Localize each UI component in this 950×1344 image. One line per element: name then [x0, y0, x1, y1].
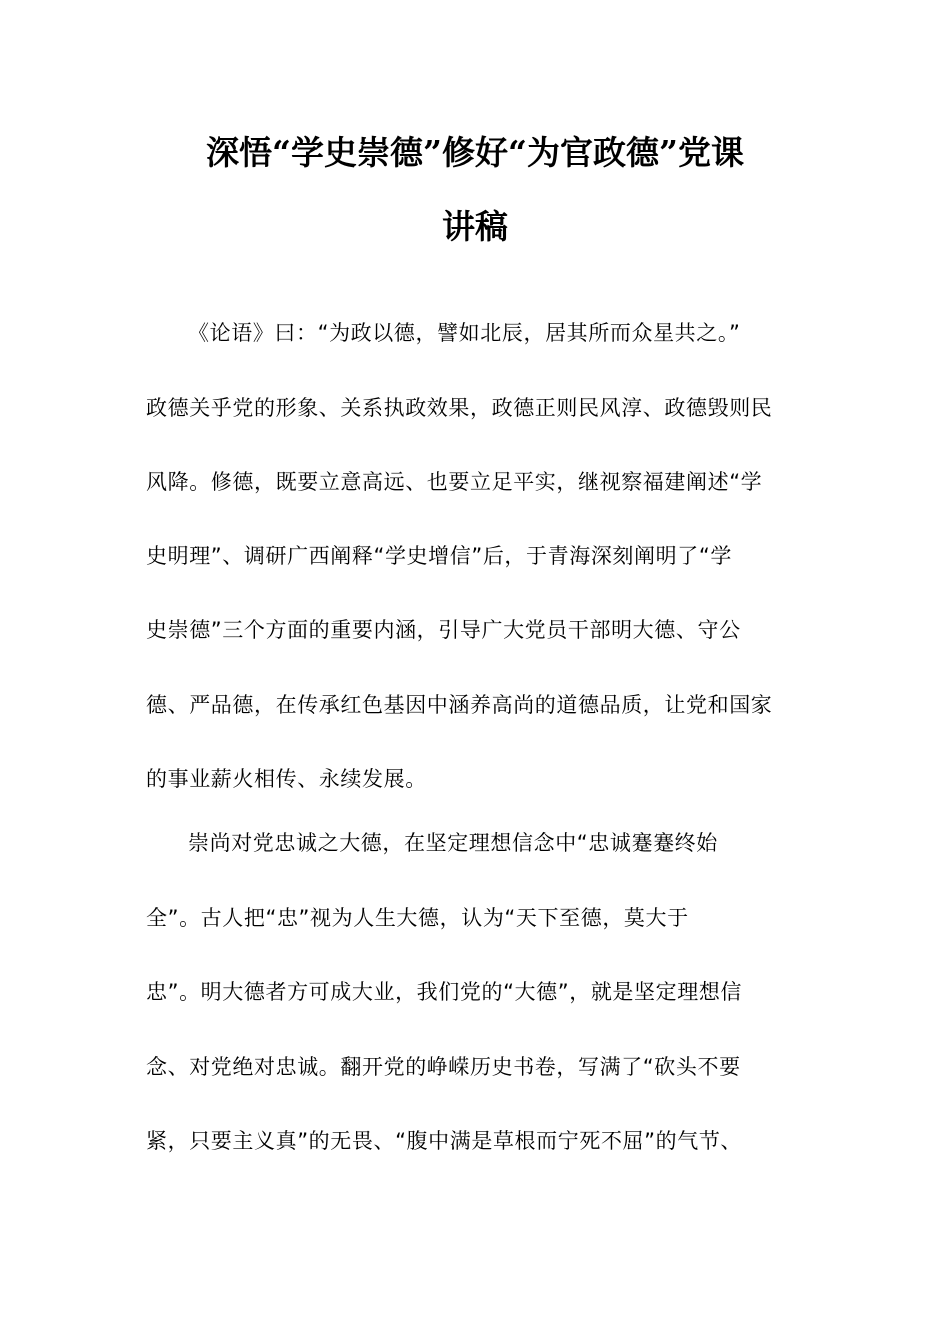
paragraph-line: 崇尚对党忠诚之大德，在坚定理想信念中“忠诚蹇蹇终始 — [188, 831, 718, 855]
paragraph-line: 史崇德”三个方面的重要内涵，引导广大党员干部明大德、守公 — [146, 618, 741, 642]
paragraph-line: 风降。修德，既要立意高远、也要立足平实，继视察福建阐述“学 — [146, 470, 763, 494]
paragraph-line: 忠”。明大德者方可成大业，我们党的“大德”，就是坚定理想信 — [146, 980, 743, 1004]
paragraph-line: 德、严品德，在传承红色基因中涵养高尚的道德品质，让党和国家 — [146, 693, 773, 717]
document-title-line-2: 讲稿 — [442, 207, 508, 246]
paragraph-line: 政德关乎党的形象、关系执政效果，政德正则民风淳、政德毁则民 — [146, 396, 773, 420]
paragraph-line: 《论语》曰：“为政以德，譬如北辰，居其所而众星共之。” — [188, 321, 741, 345]
paragraph-line: 紧，只要主义真”的无畏、“腹中满是草根而宁死不屈”的气节、 — [146, 1129, 743, 1153]
paragraph-line: 史明理”、调研广西阐释“学史增信”后，于青海深刻阐明了“学 — [146, 544, 732, 568]
paragraph-line: 的事业薪火相传、永续发展。 — [146, 767, 427, 791]
paragraph-line: 念、对党绝对忠诚。翻开党的峥嵘历史书卷，写满了“砍头不要 — [146, 1055, 741, 1079]
paragraph-line: 全”。古人把“忠”视为人生大德，认为“天下至德，莫大于 — [146, 906, 689, 930]
document-title-line-1: 深悟“学史崇德”修好“为官政德”党课 — [206, 133, 744, 172]
